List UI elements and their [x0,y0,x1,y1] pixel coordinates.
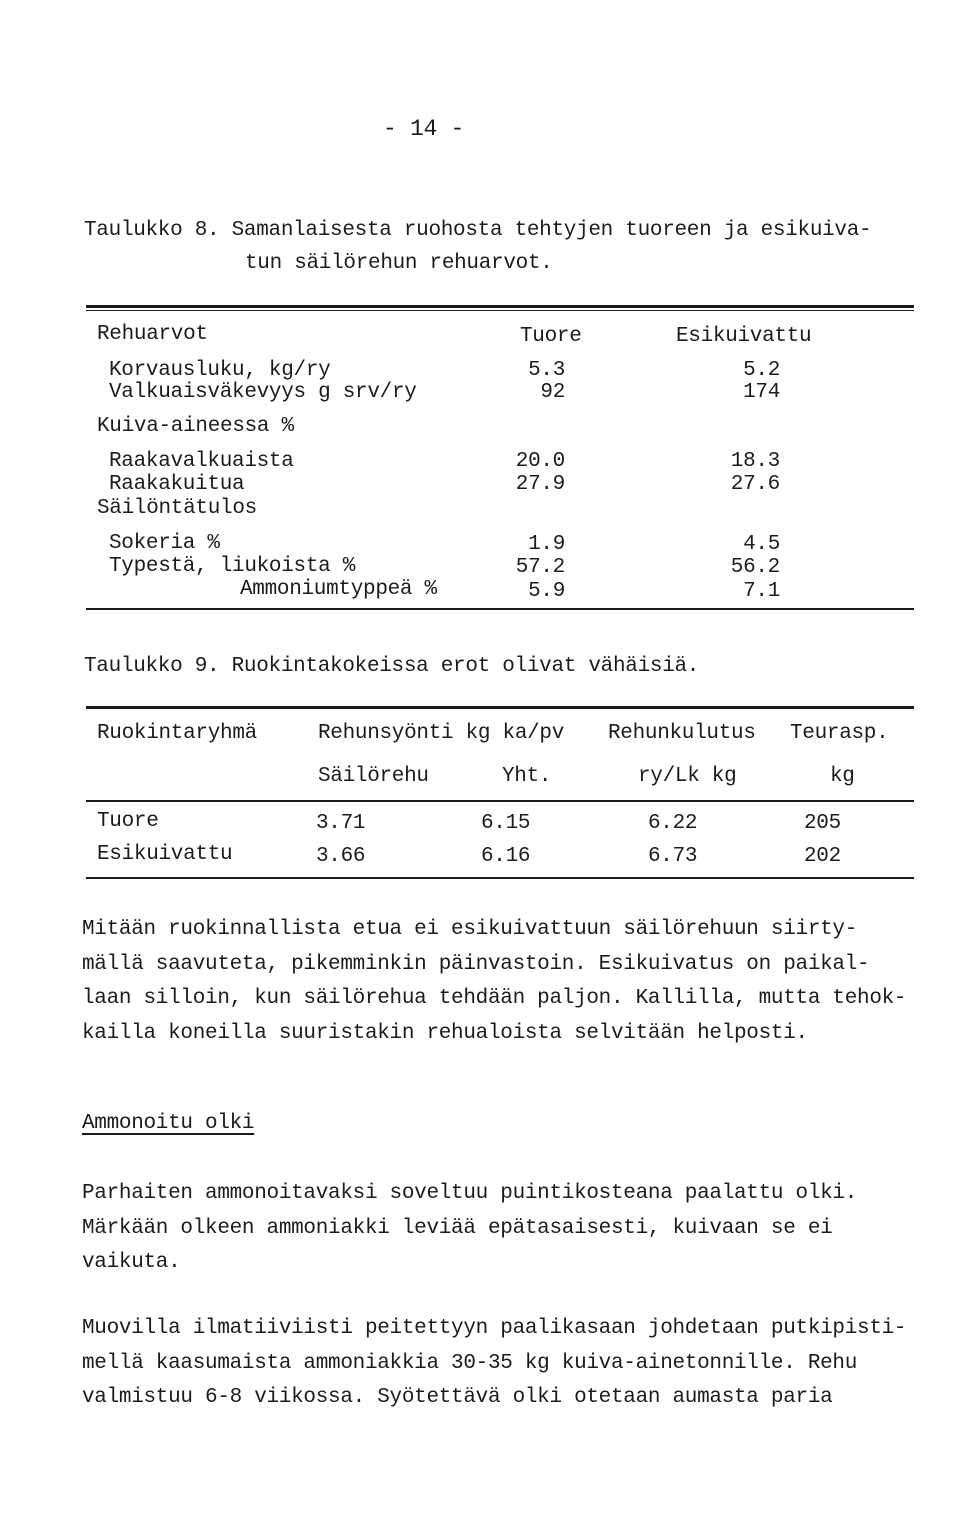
paragraph-ammoniation [82,1182,960,1286]
section-heading: Ammonoitu olki [82,1112,255,1135]
group-name: Tuore [97,810,159,833]
row-label: Ammoniumtyppeä % [240,578,437,601]
row-label: Typestä, liukoista % [109,555,356,578]
silage-intake: 3.66 [316,845,366,868]
row-label: Valkuaisväkevyys g srv/ry [109,381,417,404]
table8-top-rule [86,305,914,308]
table8-header-label: Rehuarvot [97,323,208,346]
fresh-value: 57.2 [515,556,565,579]
table8-top-rule-thin [86,310,914,311]
paragraph-line: Parhaiten ammonoitavaksi soveltuu puintikosteana paalattu olki. [82,1182,858,1205]
row-label: Sokeria % [109,532,220,555]
group-name: Esikuivattu [97,843,233,866]
paragraph-line: Märkään olkeen ammoniakki leviää epätasaisesti, kuivaan se ei [82,1216,833,1240]
fresh-value: 20.0 [515,450,565,473]
table9-top-rule [86,706,914,709]
prewilted-value: 18.3 [730,450,780,473]
table9-bottom-rule [86,877,914,879]
fresh-value: 5.9 [528,580,565,603]
paragraph-line: mällä saavuteta, pikemminkin päinvastoin. Esikuivatus on paikal- [82,952,870,976]
feed-consumption: 6.22 [648,812,698,835]
total-intake: 6.16 [481,845,531,868]
table8-caption-line2: tun säilörehun rehuarvot. [245,252,553,275]
table9-subheader-kg: kg [830,765,855,788]
paragraph-line: Muovilla ilmatiiviisti peitettyyn paalikasaan johdetaan putkipisti- [82,1317,907,1340]
row-label: Raakavalkuaista [109,450,294,473]
paragraph-line: valmistuu 6-8 viikossa. Syötettävä olki otetaan aumasta paria [82,1386,833,1409]
table9-header-group: Ruokintaryhmä [97,722,257,745]
prewilted-value: 56.2 [730,556,780,579]
row-label: Raakakuitua [109,473,245,496]
silage-intake: 3.71 [316,812,366,835]
fresh-value: 27.9 [515,473,565,496]
fresh-value: 1.9 [528,533,565,556]
paragraph-plastic-cover [82,1317,960,1421]
table9-header-feed-intake: Rehunsyönti kg ka/pv [318,722,565,745]
table8-header-prewilted: Esikuivattu [676,325,812,348]
paragraph-line: vaikuta. [82,1251,181,1274]
prewilted-value: 27.6 [730,473,780,496]
prewilted-value: 5.2 [743,359,780,382]
paragraph-line: laan silloin, kun säilörehua tehdään paljon. Kallilla, mutta tehok- [82,987,907,1010]
row-label: Korvausluku, kg/ry [109,359,331,382]
paragraph-line: mellä kaasumaista ammoniakkia 30-35 kg kuiva-ainetonnille. Rehu [82,1351,858,1375]
table9-subheader-total: Yht. [502,765,552,788]
paragraph-line: Mitään ruokinnallista etua ei esikuivattuun säilörehuun siirty- [82,918,858,941]
table9-header-carcass: Teurasp. [790,722,889,745]
fresh-value: 92 [540,381,565,404]
carcass-weight: 202 [804,845,841,868]
table8-header-fresh: Tuore [520,325,582,348]
total-intake: 6.15 [481,812,531,835]
paragraph-line: kailla koneilla suuristakin rehualoista selvitään helposti. [82,1021,808,1045]
table9-header-rule [86,800,914,802]
table8-caption-line1: Taulukko 8. Samanlaisesta ruohosta tehtyjen tuoreen ja esikuiva- [84,219,872,242]
table9-subheader-silage: Säilörehu [318,765,429,788]
prewilted-value: 174 [743,381,780,404]
page-number: - 14 - [383,116,465,142]
row-label: Kuiva-aineessa % [97,415,294,438]
table9-subheader-fu: ry/Lk kg [638,765,737,788]
carcass-weight: 205 [804,812,841,835]
prewilted-value: 4.5 [743,533,780,556]
fresh-value: 5.3 [528,359,565,382]
feed-consumption: 6.73 [648,845,698,868]
table8-bottom-rule [86,608,914,610]
table9-caption: Taulukko 9. Ruokintakokeissa erot olivat vähäisiä. [84,655,700,678]
paragraph-feeding-benefit [82,918,960,1056]
prewilted-value: 7.1 [743,580,780,603]
row-label: Säilöntätulos [97,497,257,520]
table9-header-consumption: Rehunkulutus [608,722,756,745]
